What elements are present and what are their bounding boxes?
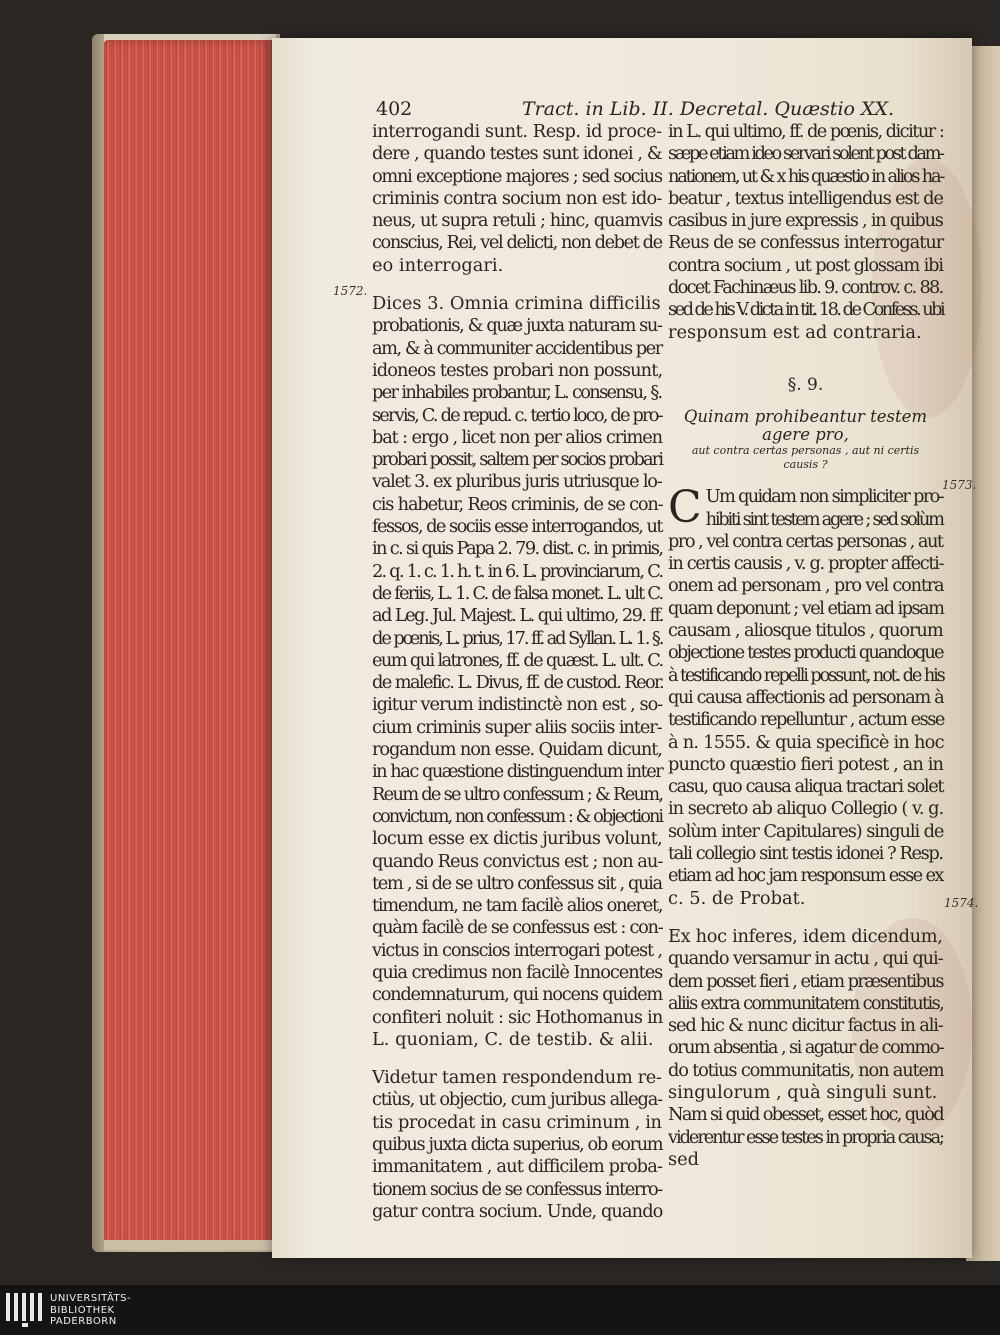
text-line: locum esse ex dictis juribus volunt, [372,828,663,850]
paragraph [668,926,943,1171]
page-edges-bottom [104,1240,276,1250]
text-line: cis habetur, Reos criminis, de se con- [372,493,663,515]
text-line: L. quoniam, C. de testib. & alii. [372,1028,654,1050]
question-subtitle-line: causis ? [783,458,828,472]
text-line: dere , quando testes sunt idonei , & [372,143,662,165]
text-line: quàm facilè de se confessus est : con- [372,917,663,939]
text-line: am, & à communiter accidentibus per [372,337,662,359]
text-line: docet Fachinæus lib. 9. controv. c. 88. [668,277,943,299]
text-line: servis, C. de repud. c. tertio loco, de pro- [372,404,662,426]
library-footer [0,1285,1000,1335]
library-logo-icon [6,1293,42,1329]
text-line: qui causa affectionis ad personam à [668,686,944,708]
text-line: sed hic & nunc dicitur factus in ali- [668,1015,943,1037]
text-line: beatur , textus intelligendus est de [668,187,943,209]
text-line: immanitatem , aut difficilem proba- [372,1156,663,1178]
right-column [668,121,943,1171]
paragraph [372,121,662,277]
text-line: Nam si quid obesset, esset hoc, quòd [668,1104,943,1126]
text-line: eum qui latrones, ff. de quæst. L. ult. C. [372,649,663,671]
text-line: hibiti sint testem agere ; sed solùm [705,508,943,530]
text-line: de pœnis, L. prius, 17. ff. ad Syllan. L. 1. §. [372,627,663,649]
text-line: quam deponunt ; vel etiam ad ipsam [668,597,944,619]
text-line: Reum de se ultro confessum ; & Reum, [372,783,663,805]
text-line: contra socium , ut post glossam ibi [668,254,943,276]
text-line: testificando repelluntur , actum esse [668,709,944,731]
text-line: à n. 1555. & quia specificè in hoc [668,731,944,753]
text-line: Reus de se confessus interrogatur [668,232,944,254]
text-line: c. 5. de Probat. [668,887,806,909]
text-line: cium criminis super aliis sociis inter- [372,716,662,738]
text-line: aliis extra communitatem constitutis, [668,992,944,1014]
text-line: condemnaturum, qui nocens quidem [372,984,662,1006]
text-line: onem ad personam , pro vel contra [668,575,944,597]
paragraph [372,293,662,1051]
text-line: tali collegio sint testis idonei ? Resp. [668,843,943,865]
text-line: rogandum non esse. Quidam dicunt, [372,739,662,761]
text-line: solùm inter Capitulares) singuli de [668,820,944,842]
text-line: quibus juxta dicta superius, ob eorum [372,1134,663,1156]
text-line: probationis, & quæ juxta naturam su- [372,315,662,337]
text-line: dem posset fieri , etiam præsentibus [668,970,943,992]
text-line: in certis causis , v. g. propter affecti- [668,553,944,575]
text-line: 2. q. 1. c. 1. h. t. in 6. L. provinciarum, C. [372,560,663,582]
text-line: de feriis, L. 1. C. de falsa monet. L. ult C. [372,582,663,604]
text-line: eo interrogari. [372,254,504,276]
page-number: 402 [376,98,413,120]
text-line: in secreto ab aliquo Collegio ( v. g. [668,798,944,820]
library-name-line: PADERBORN [50,1316,117,1327]
text-line: casu, quo causa aliqua tractari solet [668,776,944,798]
text-line: nationem, ut & x his quæstio in alios ha- [668,165,944,187]
paragraph [668,121,943,344]
question-title: Quinam prohibeantur testem agere pro, [683,407,928,445]
text-line: etiam ad hoc jam responsum esse ex [668,865,943,887]
drop-cap: C [668,482,702,534]
text-line: do totius communitatis, non autem [668,1059,944,1081]
text-line: singulorum , quà singuli sunt. [668,1081,938,1103]
text-line: per inhabiles probantur, L. consensu, §. [372,382,662,404]
text-line: pro , vel contra certas personas , aut [668,530,943,552]
text-line: in hac quæstione distinguendum inter [372,761,663,783]
library-name-line: BIBLIOTHEK [50,1304,115,1316]
text-line: conscius, Rei, vel delicti, non debet de [372,232,662,254]
left-column [372,121,662,1223]
text-line: quia credimus non facilè Innocentes [372,961,663,983]
text-line: objectione testes producti quandoque [668,642,943,664]
text-line: confiteri noluit : sic Hothomanus in [372,1006,663,1028]
text-line: convictum, non confessum : & objectioni [372,805,663,827]
text-line: casibus in jure expressis , in quibus [668,210,943,232]
text-line: victus in conscios interrogari potest , [372,939,662,961]
text-line: sæpe etiam ideo servari solent post dam- [668,143,943,165]
margin-number: 1572. [333,284,368,298]
text-line: quando Reus convictus est ; non au- [372,850,663,872]
library-name [50,1293,131,1328]
text-line: responsum est ad contraria. [668,321,922,343]
text-line: Um quidam non simpliciter pro- [705,486,943,508]
paragraph [668,482,944,910]
text-line: à testificando repelli possunt, not. de his [668,664,944,686]
text-line: ctiùs, ut objectio, cum juribus allega- [372,1089,663,1111]
text-line: sed de his V. dicta in tit. 18. de Confess. ubi [668,299,944,321]
text-line: ad Leg. Jul. Majest. L. qui ultimo, 29. ff. [372,605,663,627]
text-line: quando versamur in actu , qui qui- [668,948,943,970]
text-line: igitur verum indistinctè non est , so- [372,694,663,716]
text-line: orum absentia , si agatur de commo- [668,1037,944,1059]
text-line: in c. si quis Papa 2. 79. dist. c. in primis, [372,538,663,560]
text-line: tis procedat in casu criminum , in [372,1111,662,1133]
text-line: probari possit, saltem per socios probari [372,449,663,471]
text-line: causam , aliosque titulos , quorum [668,620,943,642]
text-line: interrogandi sunt. Resp. id proce- [372,121,662,142]
text-line: fessos, de sociis esse interrogandos, ut [372,516,662,538]
text-line: idoneos testes probari non possunt, [372,359,663,381]
library-name-line: UNIVERSITÄTS- [50,1293,132,1304]
paragraph [372,1067,662,1223]
text-line: sed [668,1148,700,1170]
text-line: puncto quæstio fieri potest , an in [668,753,944,775]
text-line: timendum, ne tam facilè alios oneret, [372,895,663,917]
text-line: de malefic. L. Divus, ff. de custod. Reor. [372,672,664,694]
text-line: tem , si de se ultro confessus sit , quia [372,872,662,894]
text-line: Videtur tamen respondendum re- [372,1067,662,1089]
question-heading [668,408,943,472]
text-line: in L. qui ultimo, ff. de pœnis, dicitur : [668,121,944,142]
text-line: Ex hoc inferes, idem dicendum, [668,925,943,947]
text-line: tionem socius de se confessus interro- [372,1178,662,1200]
question-subtitle-line: aut contra certas personas , aut ni certis [691,444,920,458]
margin-number: 1574. [944,896,979,910]
margin-number: 1573. [942,478,977,492]
text-line: gatur contra socium. Unde, quando [372,1200,663,1222]
text-line: bat : ergo , licet non per alios crimen [372,426,662,448]
text-line: Dices 3. Omnia crimina difficilis [372,293,661,315]
text-line: criminis contra socium non est ido- [372,187,662,209]
text-line: omni exceptione majores ; sed socius [372,165,662,187]
running-title: Tract. in Lib. II. Decretal. Quæstio XX. [522,98,895,120]
section-mark: §. 9. [787,374,824,395]
red-page-edges [104,40,274,1248]
text-line: neus, ut supra retuli ; hinc, quamvis [372,210,663,232]
text-line: valet 3. ex pluribus juris utriusque lo- [372,471,662,493]
text-line: viderentur esse testes in propria causa; [668,1126,943,1148]
